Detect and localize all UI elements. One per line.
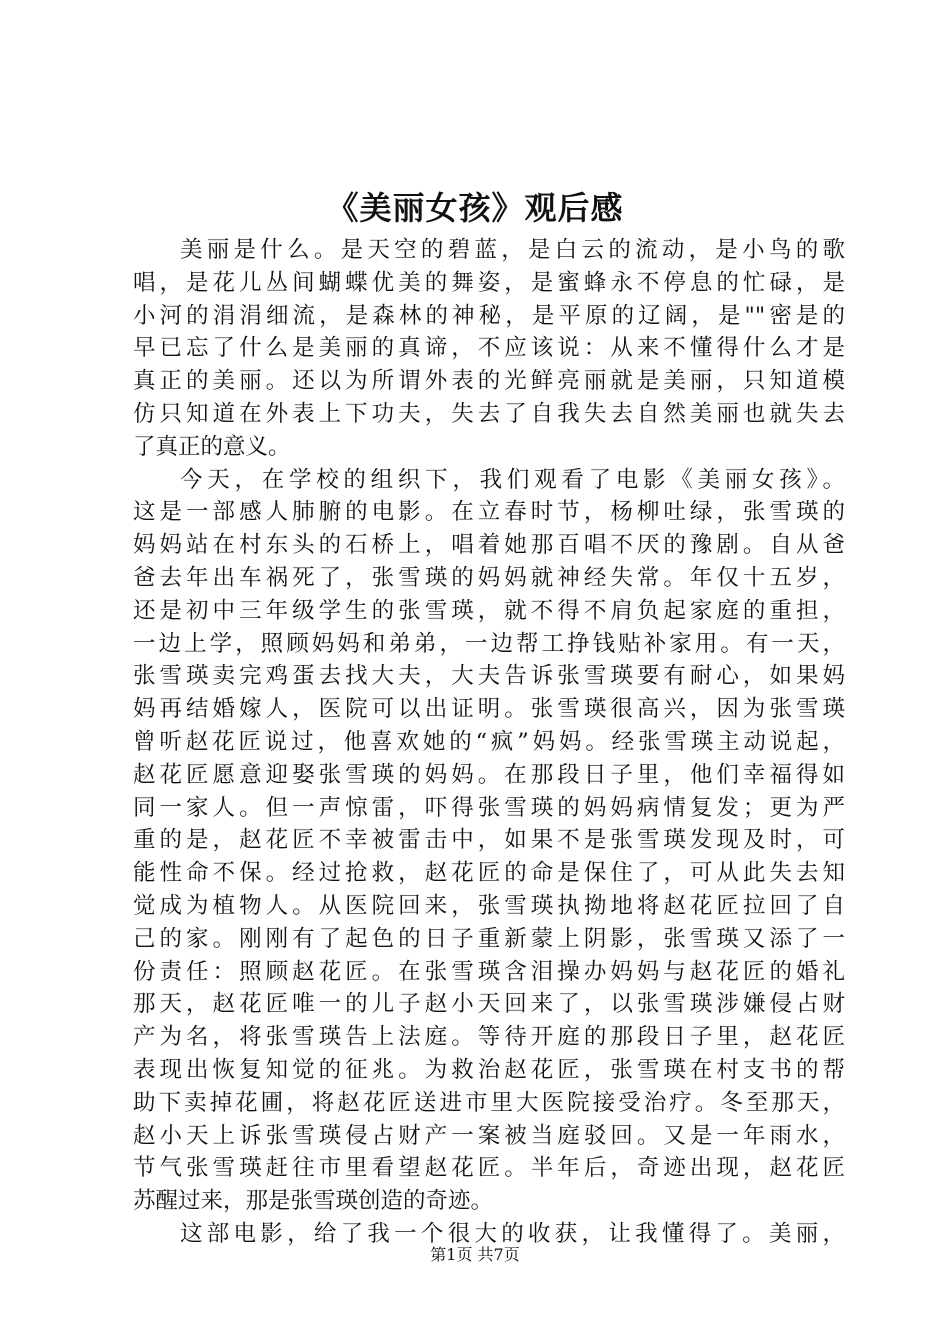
text-line: 今天，在学校的组织下，我们观看了电影《美丽女孩》。 xyxy=(180,466,845,493)
text-line: 觉成为植物人。从医院回来，张雪瑛执拗地将赵花匠拉回了自 xyxy=(133,892,845,919)
text-line: 唱，是花儿丛间蝴蝶优美的舞姿，是蜜蜂永不停息的忙碌，是 xyxy=(133,269,845,296)
page-footer: 第1页 共7页 xyxy=(430,1245,520,1264)
text-line: 赵小天上诉张雪瑛侵占财产一案被当庭驳回。又是一年雨水， xyxy=(133,1122,845,1149)
text-line: 真正的美丽。还以为所谓外表的光鲜亮丽就是美丽，只知道模 xyxy=(133,368,845,395)
text-line: 这是一部感人肺腑的电影。在立春时节，杨柳吐绿，张雪瑛的 xyxy=(133,499,845,526)
text-line: 这部电影，给了我一个很大的收获，让我懂得了。美丽， xyxy=(180,1220,845,1247)
text-line: 能性命不保。经过抢救，赵花匠的命是保住了，可从此失去知 xyxy=(133,860,845,887)
text-line: 早已忘了什么是美丽的真谛，不应该说：从来不懂得什么才是 xyxy=(133,335,845,362)
text-line: 曾听赵花匠说过，他喜欢她的“疯”妈妈。经张雪瑛主动说起， xyxy=(133,728,845,755)
text-line: 仿只知道在外表上下功夫，失去了自我失去自然美丽也就失去 xyxy=(133,400,845,427)
text-line: 美丽是什么。是天空的碧蓝，是白云的流动，是小鸟的歌 xyxy=(180,237,845,263)
text-line: 份责任：照顾赵花匠。在张雪瑛含泪操办妈妈与赵花匠的婚礼 xyxy=(133,958,845,985)
text-line: 还是初中三年级学生的张雪瑛，就不得不肩负起家庭的重担， xyxy=(133,597,845,624)
text-line: 妈再结婚嫁人，医院可以出证明。张雪瑛很高兴，因为张雪瑛 xyxy=(133,696,845,723)
text-line: 爸去年出车祸死了，张雪瑛的妈妈就神经失常。年仅十五岁， xyxy=(133,564,845,591)
text-line: 小河的涓涓细流，是森林的神秘，是平原的辽阔，是""密是的 xyxy=(133,302,845,329)
text-line: 己的家。刚刚有了起色的日子重新蒙上阴影，张雪瑛又添了一 xyxy=(133,925,845,952)
text-line: 赵花匠愿意迎娶张雪瑛的妈妈。在那段日子里，他们幸福得如 xyxy=(133,761,845,788)
text-line: 一边上学，照顾妈妈和弟弟，一边帮工挣钱贴补家用。有一天， xyxy=(133,630,845,657)
text-line: 产为名，将张雪瑛告上法庭。等待开庭的那段日子里，赵花匠 xyxy=(133,1024,845,1051)
text-line: 同一家人。但一声惊雷，吓得张雪瑛的妈妈病情复发；更为严 xyxy=(133,794,845,821)
text-line: 重的是，赵花匠不幸被雷击中，如果不是张雪瑛发现及时，可 xyxy=(133,827,845,854)
text-line: 苏醒过来，那是张雪瑛创造的奇迹。 xyxy=(133,1188,494,1215)
text-line: 节气张雪瑛赶往市里看望赵花匠。半年后，奇迹出现，赵花匠 xyxy=(133,1155,845,1182)
text-line: 表现出恢复知觉的征兆。为救治赵花匠，张雪瑛在村支书的帮 xyxy=(133,1056,845,1083)
document-body xyxy=(133,234,845,1251)
text-line: 了真正的意义。 xyxy=(133,433,291,460)
text-line: 妈妈站在村东头的石桥上，唱着她那百唱不厌的豫剧。自从爸 xyxy=(133,532,845,559)
text-line: 那天，赵花匠唯一的儿子赵小天回来了，以张雪瑛涉嫌侵占财 xyxy=(133,991,845,1018)
document-title: 《美丽女孩》观后感 xyxy=(326,189,624,227)
text-line: 助下卖掉花圃，将赵花匠送进市里大医院接受治疗。冬至那天， xyxy=(133,1089,845,1116)
text-line: 张雪瑛卖完鸡蛋去找大夫，大夫告诉张雪瑛要有耐心，如果妈 xyxy=(133,663,845,690)
